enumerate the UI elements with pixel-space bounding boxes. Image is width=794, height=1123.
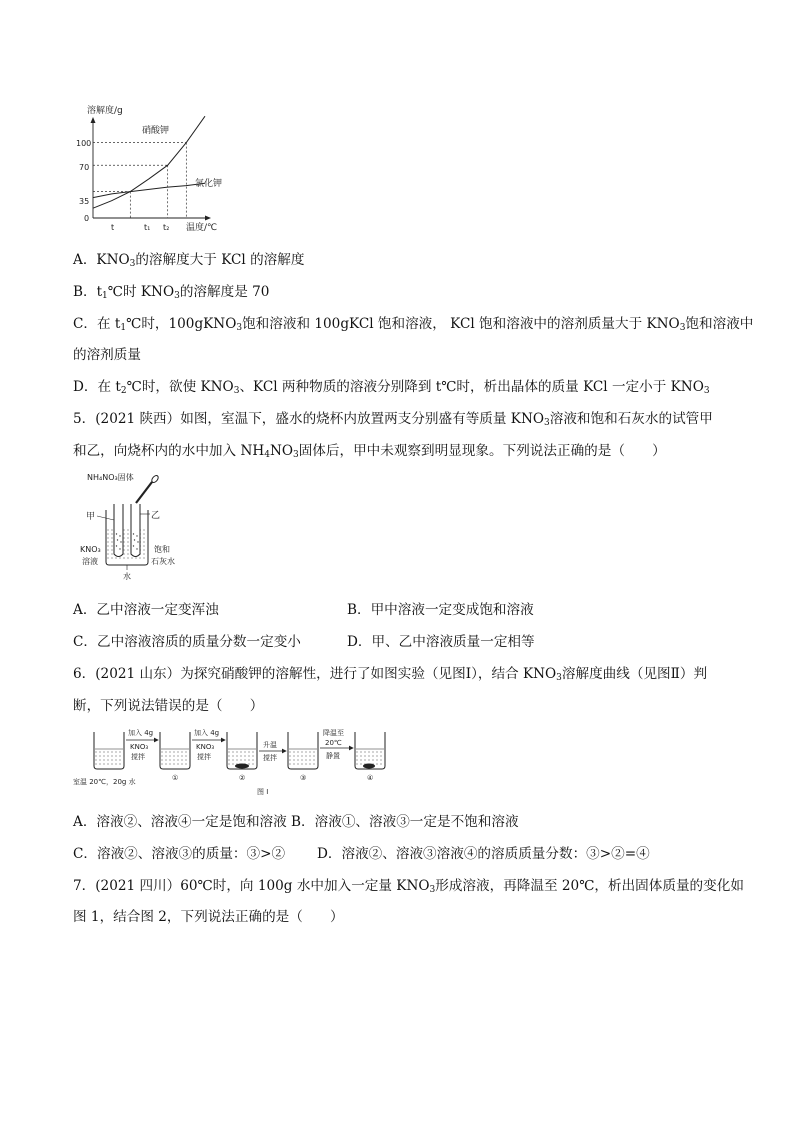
- q5-stem-line2: 和乙，向烧杯内的水中加入 $NH_4NO_3$固体后，甲中未观察到明显现象。下列说法正确的是（ ）: [73, 443, 666, 460]
- beaker-2-sediment: [235, 764, 249, 769]
- beaker-4: [355, 732, 385, 769]
- solubility-chart: [76, 100, 230, 236]
- q6-option-ab: A．溶液②、溶液④一定是饱和溶液 B．溶液①、溶液③一定是不饱和溶液: [73, 814, 519, 830]
- label-water: 水: [123, 572, 131, 581]
- step4-cool: 降温至: [323, 729, 344, 737]
- q6-stem-line1: 6．(2021 山东）为探究硝酸钾的溶解性，进行了如图实验（见图Ⅰ），结合 $KNO_3$溶解度曲线（见图Ⅱ）判: [73, 666, 708, 683]
- q7-stem-line2: 图 1，结合图 2，下列说法正确的是（ ）: [73, 909, 344, 925]
- test-tube-left: [114, 504, 123, 557]
- q5-option-d: D．甲、乙中溶液质量一定相等: [347, 634, 535, 650]
- spatula-icon: [136, 482, 152, 503]
- chart-guide-lines: [93, 143, 186, 218]
- chart-ylabel: 溶解度/g: [87, 106, 123, 116]
- x-tick-t1: t₁: [144, 223, 151, 232]
- q5-apparatus-figure: [78, 470, 198, 586]
- step1-add: 加入 4g: [128, 729, 154, 737]
- y-tick-0: 0: [84, 214, 90, 223]
- q5-stem-line1: 5．(2021 陕西）如图，室温下，盛水的烧杯内放置两支分别盛有等质量 $KNO_3$溶液和饱和石灰水的试管甲: [73, 411, 713, 428]
- q5-option-a: A．乙中溶液一定变浑浊: [73, 602, 219, 618]
- figure-1-caption: 图 Ⅰ: [257, 788, 269, 796]
- label-limewater: 石灰水: [151, 557, 175, 566]
- step1-stir: 搅拌: [131, 753, 145, 761]
- x-tick-t: t: [111, 223, 115, 232]
- beaker-2-number: ②: [239, 774, 246, 782]
- y-tick-100: 100: [76, 139, 92, 148]
- step2-reagent: KNO₃: [196, 743, 215, 751]
- beaker-1-number: ①: [172, 774, 179, 782]
- y-tick-70: 70: [79, 163, 90, 172]
- q5-option-b: B．甲中溶液一定变成饱和溶液: [347, 602, 534, 618]
- x-tick-t2: t₂: [163, 223, 170, 232]
- label-saturated: 饱和: [154, 545, 170, 554]
- beaker-4-sediment: [363, 764, 375, 769]
- q4-option-d: D．在 $t_2℃$时，欲使 $KNO_3$、KCl 两种物质的溶液分别降到 t℃时，析出晶体的质量 KCl 一定小于 $KNO_3$: [73, 379, 710, 396]
- q6-option-d: D．溶液②、溶液③溶液④的溶质质量分数：③>②=④: [317, 846, 650, 862]
- step4-stand: 静置: [326, 752, 340, 760]
- y-axis-arrow: [91, 117, 96, 123]
- chart-xlabel: 温度/℃: [186, 223, 218, 233]
- q6-option-c: C．溶液②、溶液③的质量：③>②: [73, 846, 286, 862]
- series-line-kcl: [93, 183, 205, 197]
- beaker-3: [288, 732, 318, 769]
- step3-stir: 搅拌: [263, 754, 277, 762]
- q6-stem-line2: 断，下列说法错误的是（ ）: [73, 698, 264, 714]
- step1-reagent: KNO₃: [130, 743, 149, 751]
- x-axis-arrow: [205, 216, 211, 221]
- series-label-kno3: 硝酸钾: [142, 126, 170, 136]
- q4-option-a: A．$KNO_3$的溶解度大于 KCl 的溶解度: [73, 252, 305, 269]
- step4-temp: 20℃: [325, 739, 342, 747]
- q7-stem-line1: 7．(2021 四川）60℃时，向 100g 水中加入一定量 $KNO_3$形成溶液，再降温至 20℃，析出固体质量的变化如: [73, 878, 744, 895]
- tube-label-jia: 甲: [86, 512, 96, 522]
- series-label-kcl: 氯化钾: [195, 179, 223, 189]
- beaker-2: [227, 732, 257, 769]
- q6-process-figure: [70, 724, 400, 799]
- beaker-4-number: ④: [367, 774, 374, 782]
- tube-label-yi: 乙: [151, 511, 161, 521]
- reagent-label: NH₄NO₃固体: [87, 473, 134, 482]
- beaker-3-number: ③: [300, 774, 307, 782]
- q4-option-c: C．在 $t_1℃$时，100gKNO$_3$饱和溶液和 100gKCl 饱和溶液， KCl 饱和溶液中的溶剂质量大于 $KNO_3$饱和溶液中: [73, 316, 754, 333]
- q4-option-c-cont: 的溶剂质量: [73, 347, 141, 363]
- q4-option-b: B．$t_1℃$时 $KNO_3$的溶解度是 70: [73, 284, 270, 301]
- beaker-start: [94, 732, 124, 769]
- label-kno3: KNO₃: [80, 545, 101, 554]
- label-solution: 溶液: [82, 557, 98, 566]
- q5-option-c: C．乙中溶液溶质的质量分数一定变小: [73, 634, 301, 650]
- beaker-1: [160, 732, 190, 769]
- start-condition: 室温 20℃，20g 水: [73, 778, 136, 786]
- step2-add: 加入 4g: [194, 729, 220, 737]
- y-tick-35: 35: [79, 197, 90, 206]
- step3-heat: 升温: [263, 741, 277, 749]
- test-tube-right: [131, 504, 140, 557]
- step2-stir: 搅拌: [197, 753, 211, 761]
